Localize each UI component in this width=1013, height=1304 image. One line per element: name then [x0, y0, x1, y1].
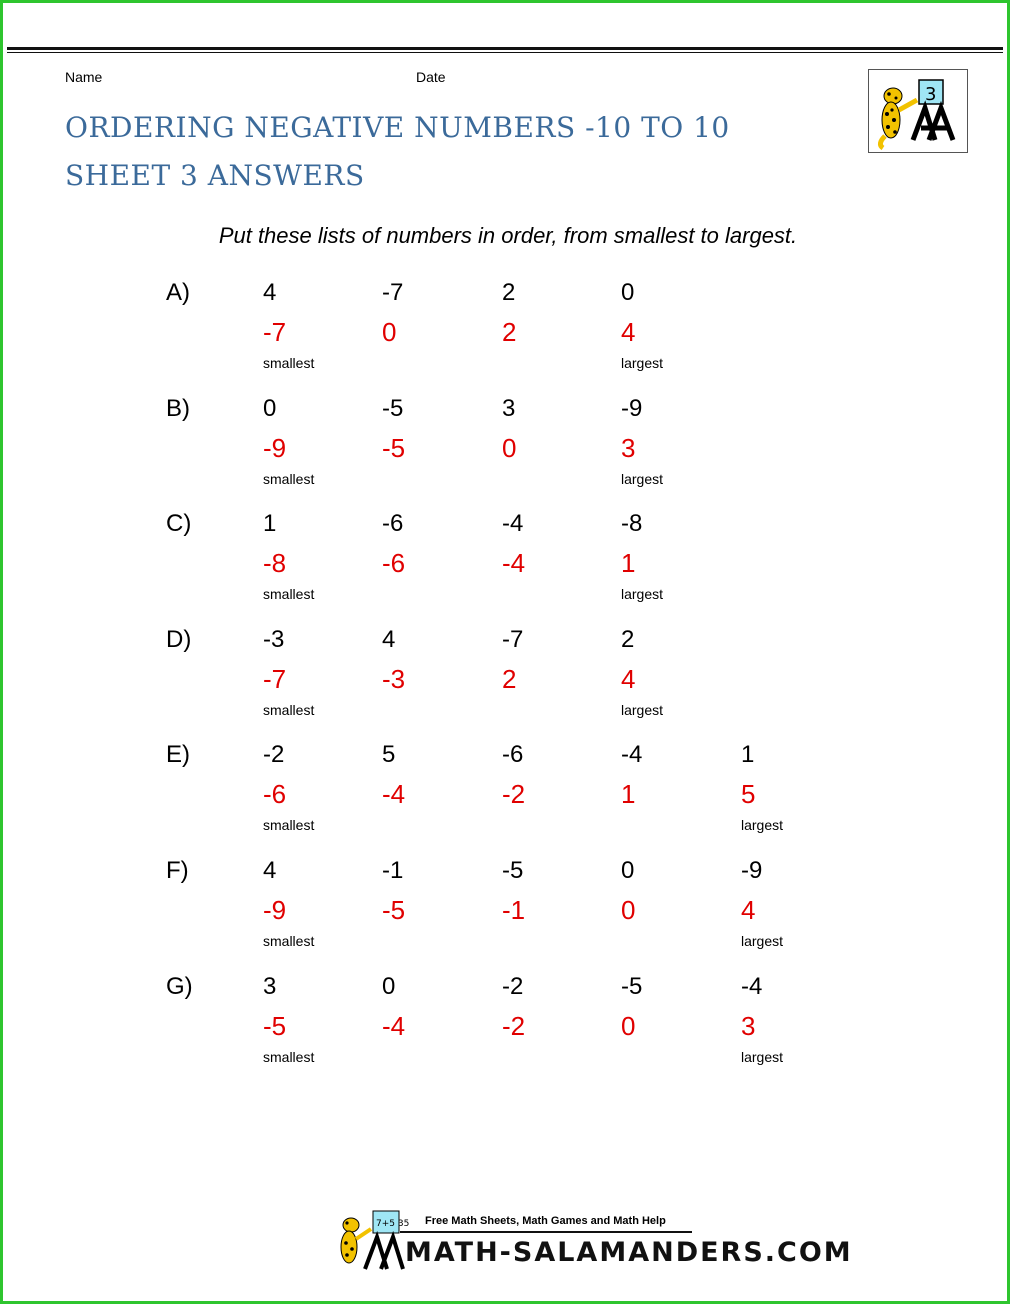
problem-label: C)	[166, 510, 192, 538]
problem-row	[166, 973, 846, 1083]
footer-rule	[400, 1231, 692, 1233]
answer-number: -9	[263, 895, 287, 925]
salamander-icon	[329, 1207, 410, 1275]
problem-row	[166, 857, 846, 967]
largest-label: largest	[621, 586, 664, 603]
question-number: -2	[502, 972, 524, 1000]
smallest-label: smallest	[263, 1048, 315, 1065]
answer-number: 3	[621, 432, 636, 463]
answer-number: 4	[621, 317, 636, 347]
answer-number: -4	[382, 779, 406, 810]
answer-number: -7	[263, 317, 287, 347]
problem-row	[166, 741, 846, 851]
problem-row	[166, 510, 846, 620]
salamander-icon	[869, 70, 967, 152]
question-number: 0	[382, 972, 396, 1000]
question-number: -4	[502, 510, 524, 538]
answer-number: -5	[263, 1010, 287, 1041]
answer-number: -3	[382, 663, 406, 694]
question-number: -4	[621, 741, 643, 769]
answer-number: -6	[263, 779, 287, 810]
answer-number: 0	[621, 1010, 636, 1041]
smallest-label: smallest	[263, 586, 315, 603]
answer-number: -5	[382, 895, 406, 925]
question-number: 1	[741, 741, 755, 769]
answer-number: -9	[263, 432, 287, 463]
question-number: 4	[263, 857, 277, 884]
page-title: ORDERING NEGATIVE NUMBERS -10 TO 10	[65, 111, 730, 144]
question-number: 2	[502, 279, 516, 306]
name-label: Name	[65, 69, 103, 85]
smallest-label: smallest	[263, 933, 315, 949]
question-number: -9	[741, 857, 763, 884]
problem-row	[166, 395, 846, 505]
smallest-label: smallest	[263, 701, 315, 718]
problem-label: D)	[166, 625, 192, 653]
answer-number: -5	[382, 432, 406, 463]
question-number: -7	[502, 625, 524, 653]
largest-label: largest	[741, 817, 784, 834]
answer-number: -6	[382, 548, 406, 579]
largest-label: largest	[621, 355, 664, 371]
answer-number: -2	[502, 1010, 526, 1041]
largest-label: largest	[621, 470, 664, 487]
question-number: 1	[263, 510, 277, 538]
top-rule	[7, 47, 1003, 50]
question-number: 0	[263, 394, 277, 422]
answer-number: 0	[502, 432, 517, 463]
question-number: -2	[263, 741, 285, 769]
salamander-logo	[868, 69, 968, 153]
question-number: 0	[621, 857, 635, 884]
question-number: -3	[263, 625, 285, 653]
answer-number: 1	[621, 779, 636, 810]
logo-number: 3	[925, 84, 937, 105]
problem-label: G)	[166, 972, 193, 1000]
answer-number: 0	[382, 317, 397, 347]
question-number: 4	[263, 279, 277, 306]
smallest-label: smallest	[263, 817, 315, 834]
problem-row	[166, 279, 846, 389]
answer-number: -1	[502, 895, 526, 925]
answer-number: -4	[502, 548, 526, 579]
largest-label: largest	[741, 1048, 784, 1065]
problem-label: B)	[166, 394, 190, 422]
question-number: -7	[382, 279, 404, 306]
answer-number: 1	[621, 548, 636, 579]
problem-label: A)	[166, 279, 190, 306]
question-number: 4	[382, 625, 396, 653]
largest-label: largest	[741, 933, 784, 949]
smallest-label: smallest	[263, 355, 315, 371]
question-number: -5	[502, 857, 524, 884]
question-number: -8	[621, 510, 643, 538]
question-number: 2	[621, 625, 635, 653]
footer-logo-text: 7+5 35	[376, 1219, 410, 1229]
largest-label: largest	[621, 701, 664, 718]
question-number: 5	[382, 741, 396, 769]
answer-number: -7	[263, 663, 287, 694]
answer-number: 2	[502, 663, 517, 694]
footer-logo	[329, 1207, 410, 1280]
question-number: 0	[621, 279, 635, 306]
answer-number: -8	[263, 548, 287, 579]
question-number: -5	[382, 394, 404, 422]
answer-number: 3	[741, 1010, 756, 1041]
question-number: 3	[502, 394, 516, 422]
top-rule-thin	[7, 52, 1003, 53]
site-name: MATH-SALAMANDERS.COM	[405, 1237, 853, 1268]
question-number: -6	[382, 510, 404, 538]
question-number: -5	[621, 972, 643, 1000]
question-number: -1	[382, 857, 404, 884]
page-subtitle: SHEET 3 ANSWERS	[65, 159, 365, 192]
answer-number: 4	[741, 895, 756, 925]
answer-number: 2	[502, 317, 517, 347]
instructions: Put these lists of numbers in order, from smallest to largest.	[218, 223, 798, 248]
problem-label: E)	[166, 741, 190, 769]
smallest-label: smallest	[263, 470, 315, 487]
question-number: -6	[502, 741, 524, 769]
answer-number: 0	[621, 895, 636, 925]
problem-label: F)	[166, 857, 189, 884]
question-number: -4	[741, 972, 763, 1000]
answer-number: 5	[741, 779, 756, 810]
question-number: -9	[621, 394, 643, 422]
date-label: Date	[416, 69, 446, 85]
answer-number: -4	[382, 1010, 406, 1041]
problem-row	[166, 626, 846, 736]
question-number: 3	[263, 972, 277, 1000]
answer-number: -2	[502, 779, 526, 810]
answer-number: 4	[621, 663, 636, 694]
footer-tagline: Free Math Sheets, Math Games and Math Help	[425, 1215, 666, 1227]
